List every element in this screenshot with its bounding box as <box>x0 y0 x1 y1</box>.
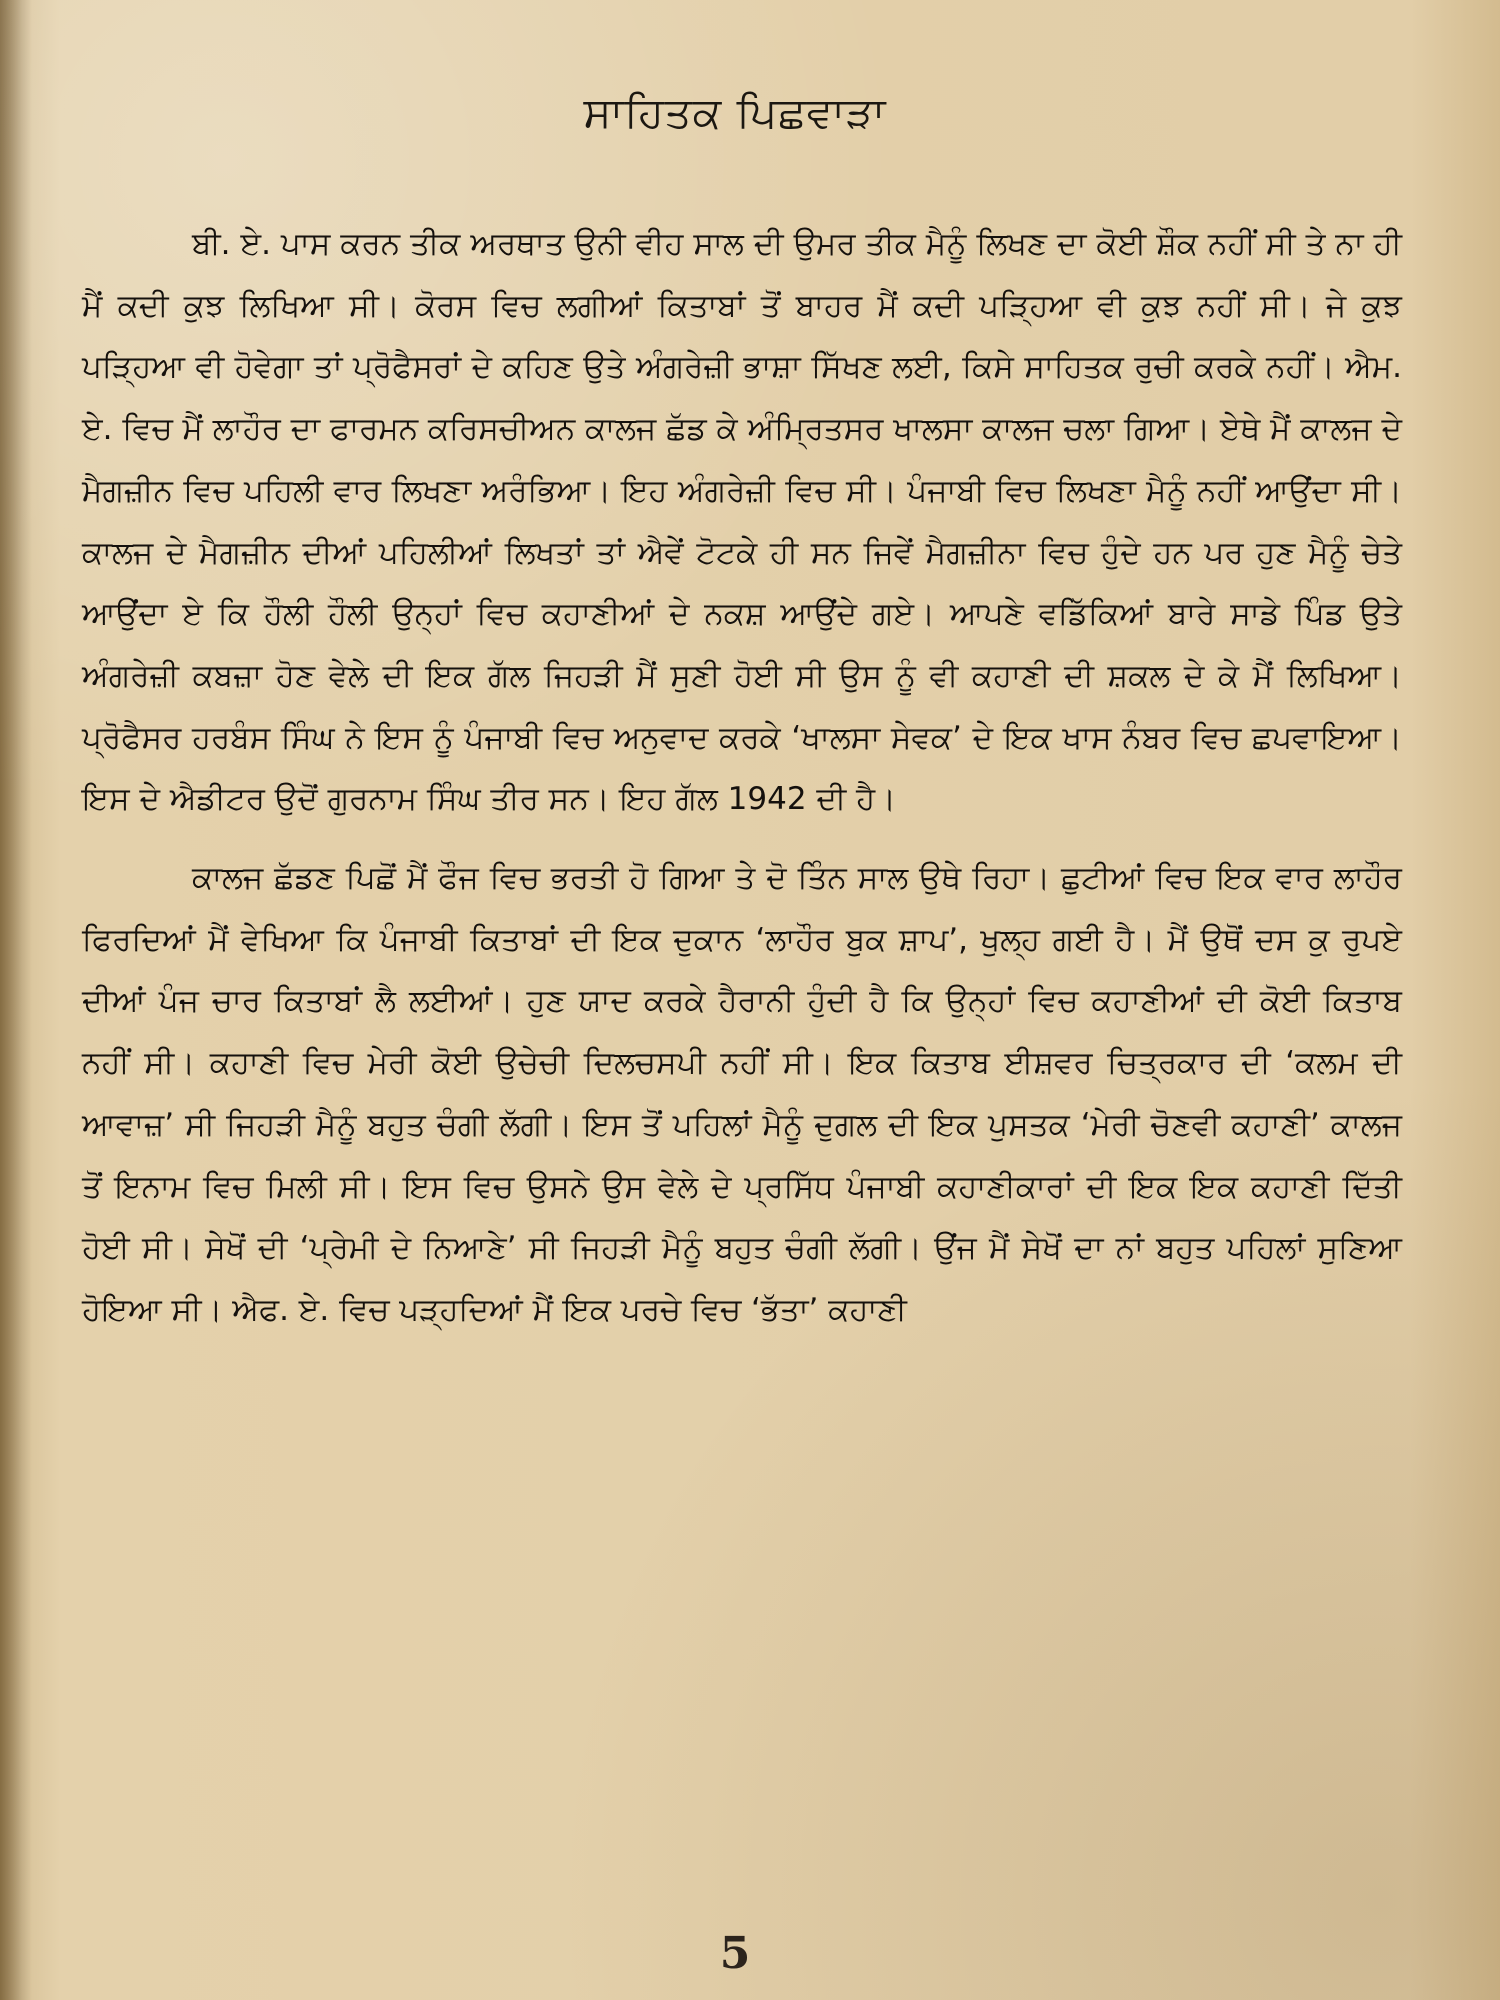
page-title: ਸਾਹਿਤਕ ਪਿਛਵਾੜਾ <box>583 88 887 137</box>
paragraph-1: ਬੀ. ਏ. ਪਾਸ ਕਰਨ ਤੀਕ ਅਰਥਾਤ ਉਨੀ ਵੀਹ ਸਾਲ ਦੀ ਉਮਰ ਤੀਕ ਮੈਨੂੰ ਲਿਖਣ ਦਾ ਕੋਈ ਸ਼ੌਕ ਨਹੀਂ ਸੀ ਤੇ ਨਾ ਹੀ ਮੈਂ ਕਦੀ ਕੁਝ ਲਿਖਿਆ ਸੀ। ਕੋਰਸ ਵਿਚ ਲਗੀਆਂ ਕਿਤਾਬਾਂ ਤੋਂ ਬਾਹਰ ਮੈਂ ਕਦੀ ਪੜ੍ਹਿਆ ਵੀ ਕੁਝ ਨਹੀਂ ਸੀ। ਜੇ ਕੁਝ ਪੜ੍ਹਿਆ ਵੀ ਹੋਵੇਗਾ ਤਾਂ ਪ੍ਰੋਫੈਸਰਾਂ ਦੇ ਕਹਿਣ ਉਤੇ ਅੰਗਰੇਜ਼ੀ ਭਾਸ਼ਾ ਸਿੱਖਣ ਲਈ, ਕਿਸੇ ਸਾਹਿਤਕ ਰੁਚੀ ਕਰਕੇ ਨਹੀਂ। ਐਮ. ਏ. ਵਿਚ ਮੈਂ ਲਾਹੌਰ ਦਾ ਫਾਰਮਨ ਕਰਿਸਚੀਅਨ ਕਾਲਜ ਛੱਡ ਕੇ ਅੰਮ੍ਰਿਤਸਰ ਖਾਲਸਾ ਕਾਲਜ ਚਲਾ ਗਿਆ। ਏਥੇ ਮੈਂ ਕਾਲਜ ਦੇ ਮੈਗਜ਼ੀਨ ਵਿਚ ਪਹਿਲੀ ਵਾਰ ਲਿਖਣਾ ਅਰੰਭਿਆ। ਇਹ ਅੰਗਰੇਜ਼ੀ ਵਿਚ ਸੀ। ਪੰਜਾਬੀ ਵਿਚ ਲਿਖਣਾ ਮੈਨੂੰ ਨਹੀਂ ਆਉਂਦਾ ਸੀ। ਕਾਲਜ ਦੇ ਮੈਗਜ਼ੀਨ ਦੀਆਂ ਪਹਿਲੀਆਂ ਲਿਖਤਾਂ ਤਾਂ ਐਵੇਂ ਟੋਟਕੇ ਹੀ ਸਨ ਜਿਵੇਂ ਮੈਗਜ਼ੀਨਾ ਵਿਚ ਹੁੰਦੇ ਹਨ ਪਰ ਹੁਣ ਮੈਨੂੰ ਚੇਤੇ ਆਉਂਦਾ ਏ ਕਿ ਹੌਲੀ ਹੌਲੀ ਉਨ੍ਹਾਂ ਵਿਚ ਕਹਾਣੀਆਂ ਦੇ ਨਕਸ਼ ਆਉਂਦੇ ਗਏ। ਆਪਣੇ ਵਡਿੱਕਿਆਂ ਬਾਰੇ ਸਾਡੇ ਪਿੰਡ ਉਤੇ ਅੰਗਰੇਜ਼ੀ ਕਬਜ਼ਾ ਹੋਣ ਵੇਲੇ ਦੀ ਇਕ ਗੱਲ ਜਿਹੜੀ ਮੈਂ ਸੁਣੀ ਹੋਈ ਸੀ ਉਸ ਨੂੰ ਵੀ ਕਹਾਣੀ ਦੀ ਸ਼ਕਲ ਦੇ ਕੇ ਮੈਂ ਲਿਖਿਆ। ਪ੍ਰੋਫੈਸਰ ਹਰਬੰਸ ਸਿੰਘ ਨੇ ਇਸ ਨੂੰ ਪੰਜਾਬੀ ਵਿਚ ਅਨੁਵਾਦ ਕਰਕੇ ‘ਖਾਲਸਾ ਸੇਵਕ’ ਦੇ ਇਕ ਖਾਸ ਨੰਬਰ ਵਿਚ ਛਪਵਾਇਆ। ਇਸ ਦੇ ਐਡੀਟਰ ਉਦੋਂ ਗੁਰਨਾਮ ਸਿੰਘ ਤੀਰ ਸਨ। ਇਹ ਗੱਲ 1942 ਦੀ ਹੈ। <box>82 226 1402 818</box>
binding-shadow <box>0 0 32 2000</box>
page-number: 5 <box>719 1928 751 1979</box>
body-text <box>82 214 1402 1342</box>
show-through-line-1 <box>1040 0 1470 54</box>
paragraph-2: ਕਾਲਜ ਛੱਡਣ ਪਿਛੋਂ ਮੈਂ ਫੌਜ ਵਿਚ ਭਰਤੀ ਹੋ ਗਿਆ ਤੇ ਦੋ ਤਿੰਨ ਸਾਲ ਉਥੇ ਰਿਹਾ। ਛੁਟੀਆਂ ਵਿਚ ਇਕ ਵਾਰ ਲਾਹੌਰ ਫਿਰਦਿਆਂ ਮੈਂ ਵੇਖਿਆ ਕਿ ਪੰਜਾਬੀ ਕਿਤਾਬਾਂ ਦੀ ਇਕ ਦੁਕਾਨ ‘ਲਾਹੌਰ ਬੁਕ ਸ਼ਾਪ’, ਖੁਲ੍ਹ ਗਈ ਹੈ। ਮੈਂ ਉਥੋਂ ਦਸ ਕੁ ਰੁਪਏ ਦੀਆਂ ਪੰਜ ਚਾਰ ਕਿਤਾਬਾਂ ਲੈ ਲਈਆਂ। ਹੁਣ ਯਾਦ ਕਰਕੇ ਹੈਰਾਨੀ ਹੁੰਦੀ ਹੈ ਕਿ ਉਨ੍ਹਾਂ ਵਿਚ ਕਹਾਣੀਆਂ ਦੀ ਕੋਈ ਕਿਤਾਬ ਨਹੀਂ ਸੀ। ਕਹਾਣੀ ਵਿਚ ਮੇਰੀ ਕੋਈ ਉਚੇਚੀ ਦਿਲਚਸਪੀ ਨਹੀਂ ਸੀ। ਇਕ ਕਿਤਾਬ ਈਸ਼ਵਰ ਚਿਤ੍ਰਕਾਰ ਦੀ ‘ਕਲਮ ਦੀ ਆਵਾਜ਼’ ਸੀ ਜਿਹੜੀ ਮੈਨੂੰ ਬਹੁਤ ਚੰਗੀ ਲੱਗੀ। ਇਸ ਤੋਂ ਪਹਿਲਾਂ ਮੈਨੂੰ ਦੁਗਲ ਦੀ ਇਕ ਪੁਸਤਕ ‘ਮੇਰੀ ਚੋਣਵੀ ਕਹਾਣੀ’ ਕਾਲਜ ਤੋਂ ਇਨਾਮ ਵਿਚ ਮਿਲੀ ਸੀ। ਇਸ ਵਿਚ ਉਸਨੇ ਉਸ ਵੇਲੇ ਦੇ ਪ੍ਰਸਿੱਧ ਪੰਜਾਬੀ ਕਹਾਣੀਕਾਰਾਂ ਦੀ ਇਕ ਇਕ ਕਹਾਣੀ ਦਿੱਤੀ ਹੋਈ ਸੀ। ਸੇਖੋਂ ਦੀ ‘ਪ੍ਰੇਮੀ ਦੇ ਨਿਆਣੇ’ ਸੀ ਜਿਹੜੀ ਮੈਨੂੰ ਬਹੁਤ ਚੰਗੀ ਲੱਗੀ। ਉਂਜ ਮੈਂ ਸੇਖੋਂ ਦਾ ਨਾਂ ਬਹੁਤ ਪਹਿਲਾਂ ਸੁਣਿਆ ਹੋਇਆ ਸੀ। ਐਫ. ਏ. ਵਿਚ ਪੜ੍ਹਦਿਆਂ ਮੈਂ ਇਕ ਪਰਚੇ ਵਿਚ ‘ਭੱਤਾ’ ਕਹਾਣੀ <box>82 860 1402 1328</box>
